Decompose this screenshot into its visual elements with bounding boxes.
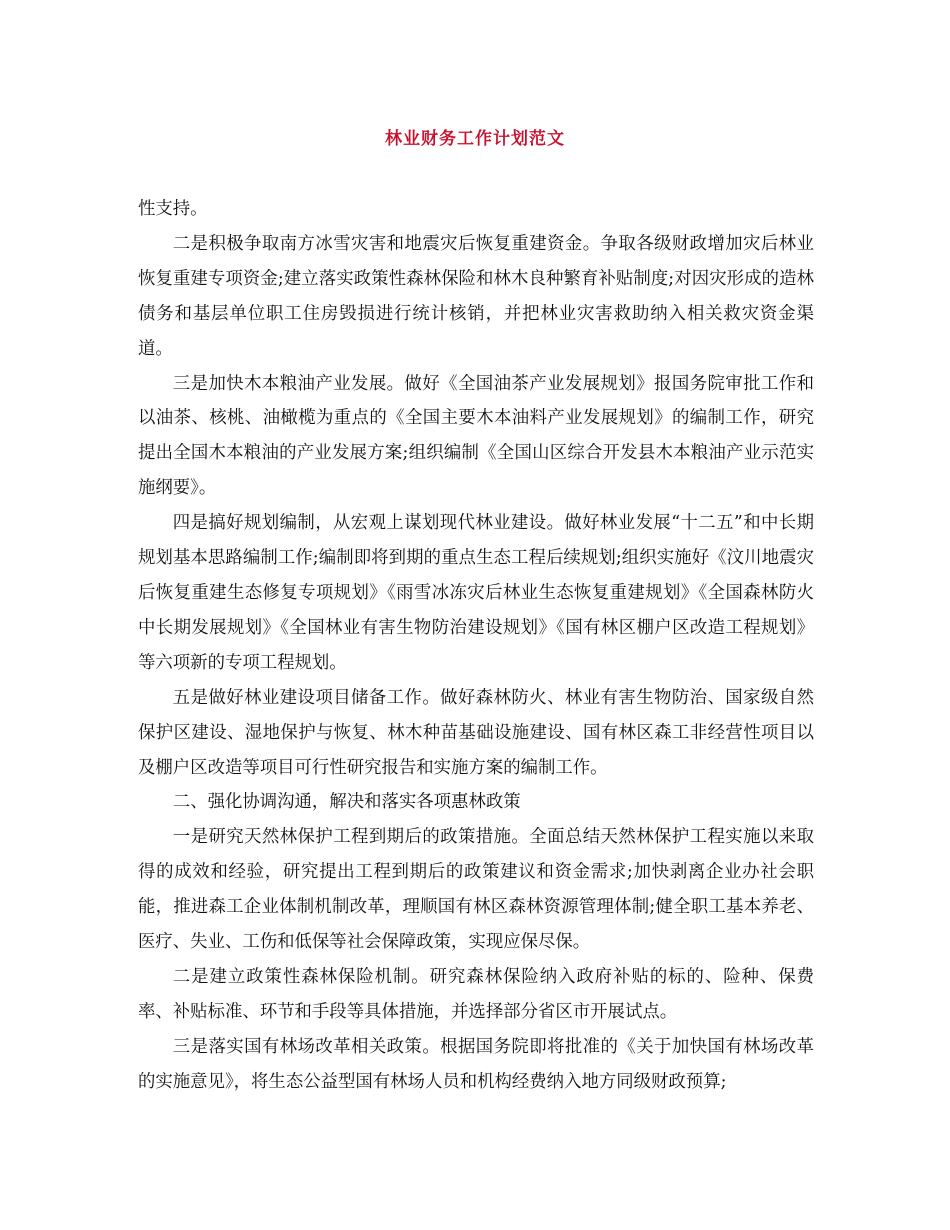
- document-title: 林业财务工作计划范文: [385, 129, 565, 149]
- document-body: [138, 192, 814, 1100]
- paragraph-forest-insurance: 二是建立政策性森林保险机制。研究森林保险纳入政府补贴的标的、险种、保费率、补贴标准、环节和手段等具体措施，并选择部分省区市开展试点。: [138, 966, 814, 1022]
- paragraph-continuation: 性支持。: [138, 199, 208, 219]
- paragraph-project-reserve: 五是做好林业建设项目储备工作。做好森林防火、林业有害生物防治、国家级自然保护区建设、湿地保护与恢复、林木种苗基础设施建设、国有林区森工非经营性项目以及棚户区改造等项目可行性研究报告和实施方案的编制工作。: [138, 687, 814, 778]
- paragraph-planning: 四是搞好规划编制，从宏观上谋划现代林业建设。做好林业发展“十二五”和中长期规划基本思路编制工作;编制即将到期的重点生态工程后续规划;组织实施好《汶川地震灾后恢复重建生态修复专项规划》《雨雪冰冻灾后林业生态恢复重建规划》《全国森林防火中长期发展规划》《全国林业有害生物防治建设规划》《国有林区棚户区改造工程规划》等六项新的专项工程规划。: [138, 513, 814, 673]
- paragraph-woody-oil-industry: 三是加快木本粮油产业发展。做好《全国油茶产业发展规划》报国务院审批工作和以油茶、核桃、油橄榄为重点的《全国主要木本油料产业发展规划》的编制工作，研究提出全国木本粮油的产业发展方案;组织编制《全国山区综合开发县木本粮油产业示范实施纲要》。: [138, 373, 814, 499]
- paragraph-disaster-funds: 二是积极争取南方冰雪灾害和地震灾后恢复重建资金。争取各级财政增加灾后林业恢复重建专项资金;建立落实政策性森林保险和林木良种繁育补贴制度;对因灾形成的造林债务和基层单位职工住房毁损进行统计核销，并把林业灾害救助纳入相关救灾资金渠道。: [138, 233, 814, 359]
- paragraph-forest-farm-reform: 三是落实国有林场改革相关政策。根据国务院即将批准的《关于加快国有林场改革的实施意见》，将生态公益型国有林场人员和机构经费纳入地方同级财政预算;: [138, 1036, 814, 1092]
- paragraph-natural-forest: 一是研究天然林保护工程到期后的政策措施。全面总结天然林保护工程实施以来取得的成效和经验，研究提出工程到期后的政策建议和资金需求;加快剥离企业办社会职能，推进森工企业体制机制改革，理顺国有林区森林资源管理体制;健全职工基本养老、医疗、失业、工伤和低保等社会保障政策，实现应保尽保。: [138, 827, 814, 953]
- section-heading: 二、强化协调沟通，解决和落实各项惠林政策: [172, 792, 521, 813]
